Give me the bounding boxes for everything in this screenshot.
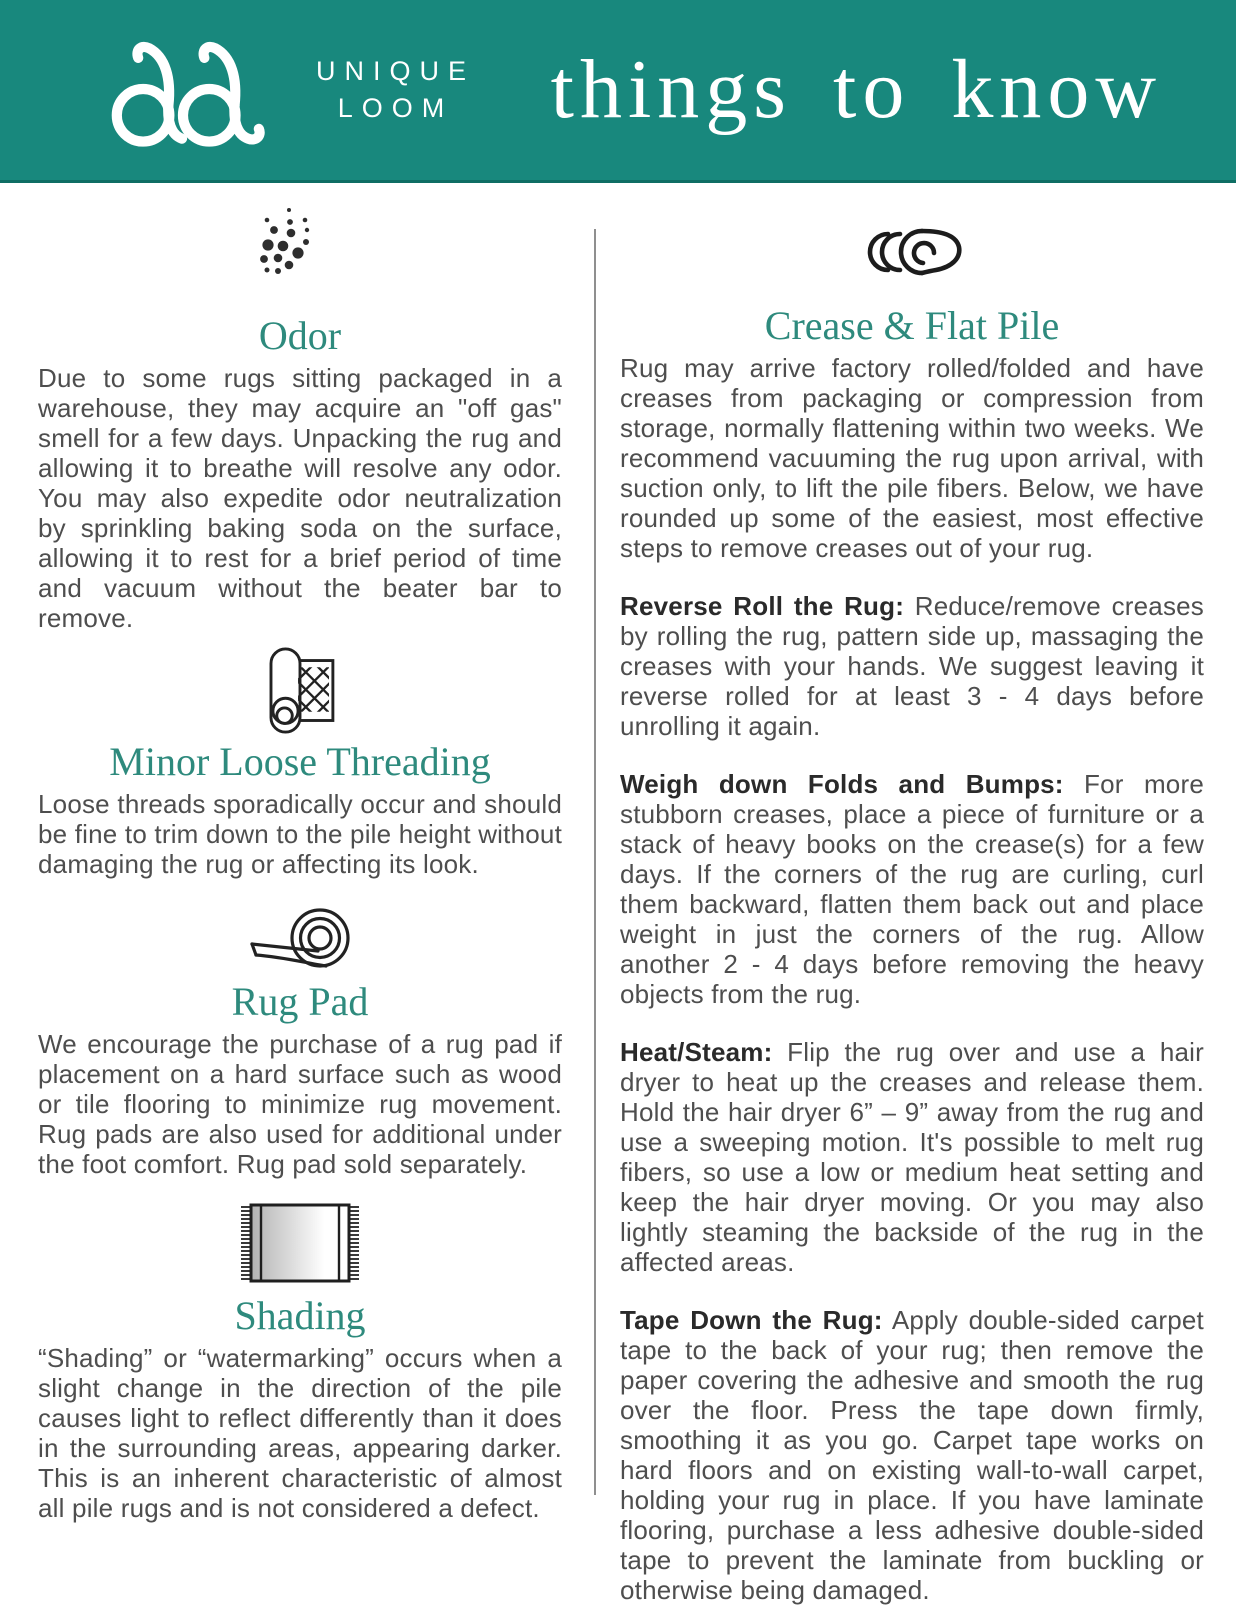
column-divider — [594, 229, 596, 1495]
section-body: Due to some rugs sitting packaged in a warehouse, they may acquire an "off gas" smell for a few days. Unpacking the rug and allowing it to breathe will resolve any odor. You may also expedite odor neutralization by sprinkling baking soda on the surface, allowing it to rest for a brief period of time and vacuum without the beater bar to remove. — [38, 363, 562, 633]
rug-pad-roll-icon — [248, 907, 353, 969]
section-intro: Rug may arrive factory rolled/folded and have creases from packaging or compression from storage, normally flattening within two weeks. We recommend vacuuming the rug upon arrival, with suction only, to lift the pile fibers. Below, we have rounded up some of the easiest, most effective steps to remove creases out of your rug. — [620, 353, 1204, 563]
section-heading: Rug Pad — [231, 979, 369, 1024]
brand-line-1: UNIQUE — [316, 56, 476, 86]
rolled-rug-corner-icon — [262, 647, 338, 735]
section-icon-wrap — [38, 1201, 562, 1285]
unique-loom-logo-icon — [110, 31, 290, 149]
page-title: things to know — [550, 43, 1162, 136]
left-column — [38, 183, 562, 1523]
tip-weigh-down — [620, 769, 1204, 1009]
section-shading — [38, 1201, 562, 1523]
section-body: “Shading” or “watermarking” occurs when a slight change in the direction of the pile causes light to reflect differently than it does in the surrounding areas, appearing darker. This is an inherent characteristic of almost all pile rugs and is not considered a defect. — [38, 1343, 562, 1523]
section-body: We encourage the purchase of a rug pad if placement on a hard surface such as wood or tile flooring to minimize rug movement. Rug pads are also used for additional under the foot comfort. Rug pad sold separately. — [38, 1029, 562, 1179]
section-icon-wrap — [620, 227, 1204, 277]
tip-label: Heat/Steam: — [620, 1037, 773, 1067]
tip-label: Weigh down Folds and Bumps: — [620, 769, 1064, 799]
section-body: Loose threads sporadically occur and should be fine to trim down to the pile height without damaging the rug or affecting its look. — [38, 789, 562, 879]
content — [0, 183, 1236, 1605]
header-banner — [0, 0, 1236, 183]
tip-label: Reverse Roll the Rug: — [620, 591, 905, 621]
tip-text: Apply double-sided carpet tape to the back of your rug; then remove the paper covering the adhesive and smooth the rug over the floor. Press the tape down firmly, smoothing it as you go. Carpet tape works on hard floors and on existing wall-to-wall carpet, holding your rug in place. If you have laminate flooring, purchase a less adhesive double-sided tape to prevent the laminate from buckling or otherwise being damaged. — [620, 1305, 1204, 1605]
tip-text: Reduce/remove creases by rolling the rug, pattern side up, massaging the creases with your hands. We suggest leaving it reverse rolled for at least 3 - 4 days before unrolling it again. — [620, 591, 1205, 741]
section-heading: Shading — [234, 1293, 366, 1338]
shaded-rug-icon — [235, 1201, 365, 1285]
section-rug-pad — [38, 907, 562, 1179]
section-heading: Minor Loose Threading — [109, 739, 491, 784]
right-column — [620, 183, 1205, 1605]
section-icon-wrap — [38, 203, 562, 299]
section-heading: Crease & Flat Pile — [764, 303, 1060, 348]
tip-reverse-roll — [620, 591, 1204, 741]
tip-heat-steam — [620, 1037, 1204, 1277]
section-icon-wrap — [38, 907, 562, 969]
brand-name — [316, 53, 475, 127]
section-icon-wrap — [38, 647, 562, 735]
section-odor — [38, 203, 562, 633]
brand — [110, 31, 475, 149]
section-minor-loose-threading — [38, 647, 562, 879]
tip-text: Flip the rug over and use a hair dryer to heat up the creases and release them. Hold the hair dryer 6” – 9” away from the rug and use a sweeping motion. It's possible to melt rug fibers, so use a low or medium heat setting and keep the hair dryer moving. Or you may also lightly steaming the backside of the rug in the affected areas. — [620, 1037, 1204, 1277]
tip-text: For more stubborn creases, place a piece of furniture or a stack of heavy books on the crease(s) for a few days. If the corners of the rug are curling, curl them backward, flatten them back out and place weight in just the corners of the rug. Allow another 2 - 4 days before removing the heavy objects from the rug. — [620, 769, 1204, 1009]
odor-dots-icon — [250, 203, 350, 299]
brand-line-2: LOOM — [337, 93, 454, 123]
rolled-rug-side-icon — [860, 227, 965, 277]
section-crease-flat-pile — [620, 227, 1204, 1605]
tip-label: Tape Down the Rug: — [620, 1305, 883, 1335]
tip-tape-down — [620, 1305, 1204, 1605]
section-heading: Odor — [258, 313, 342, 358]
